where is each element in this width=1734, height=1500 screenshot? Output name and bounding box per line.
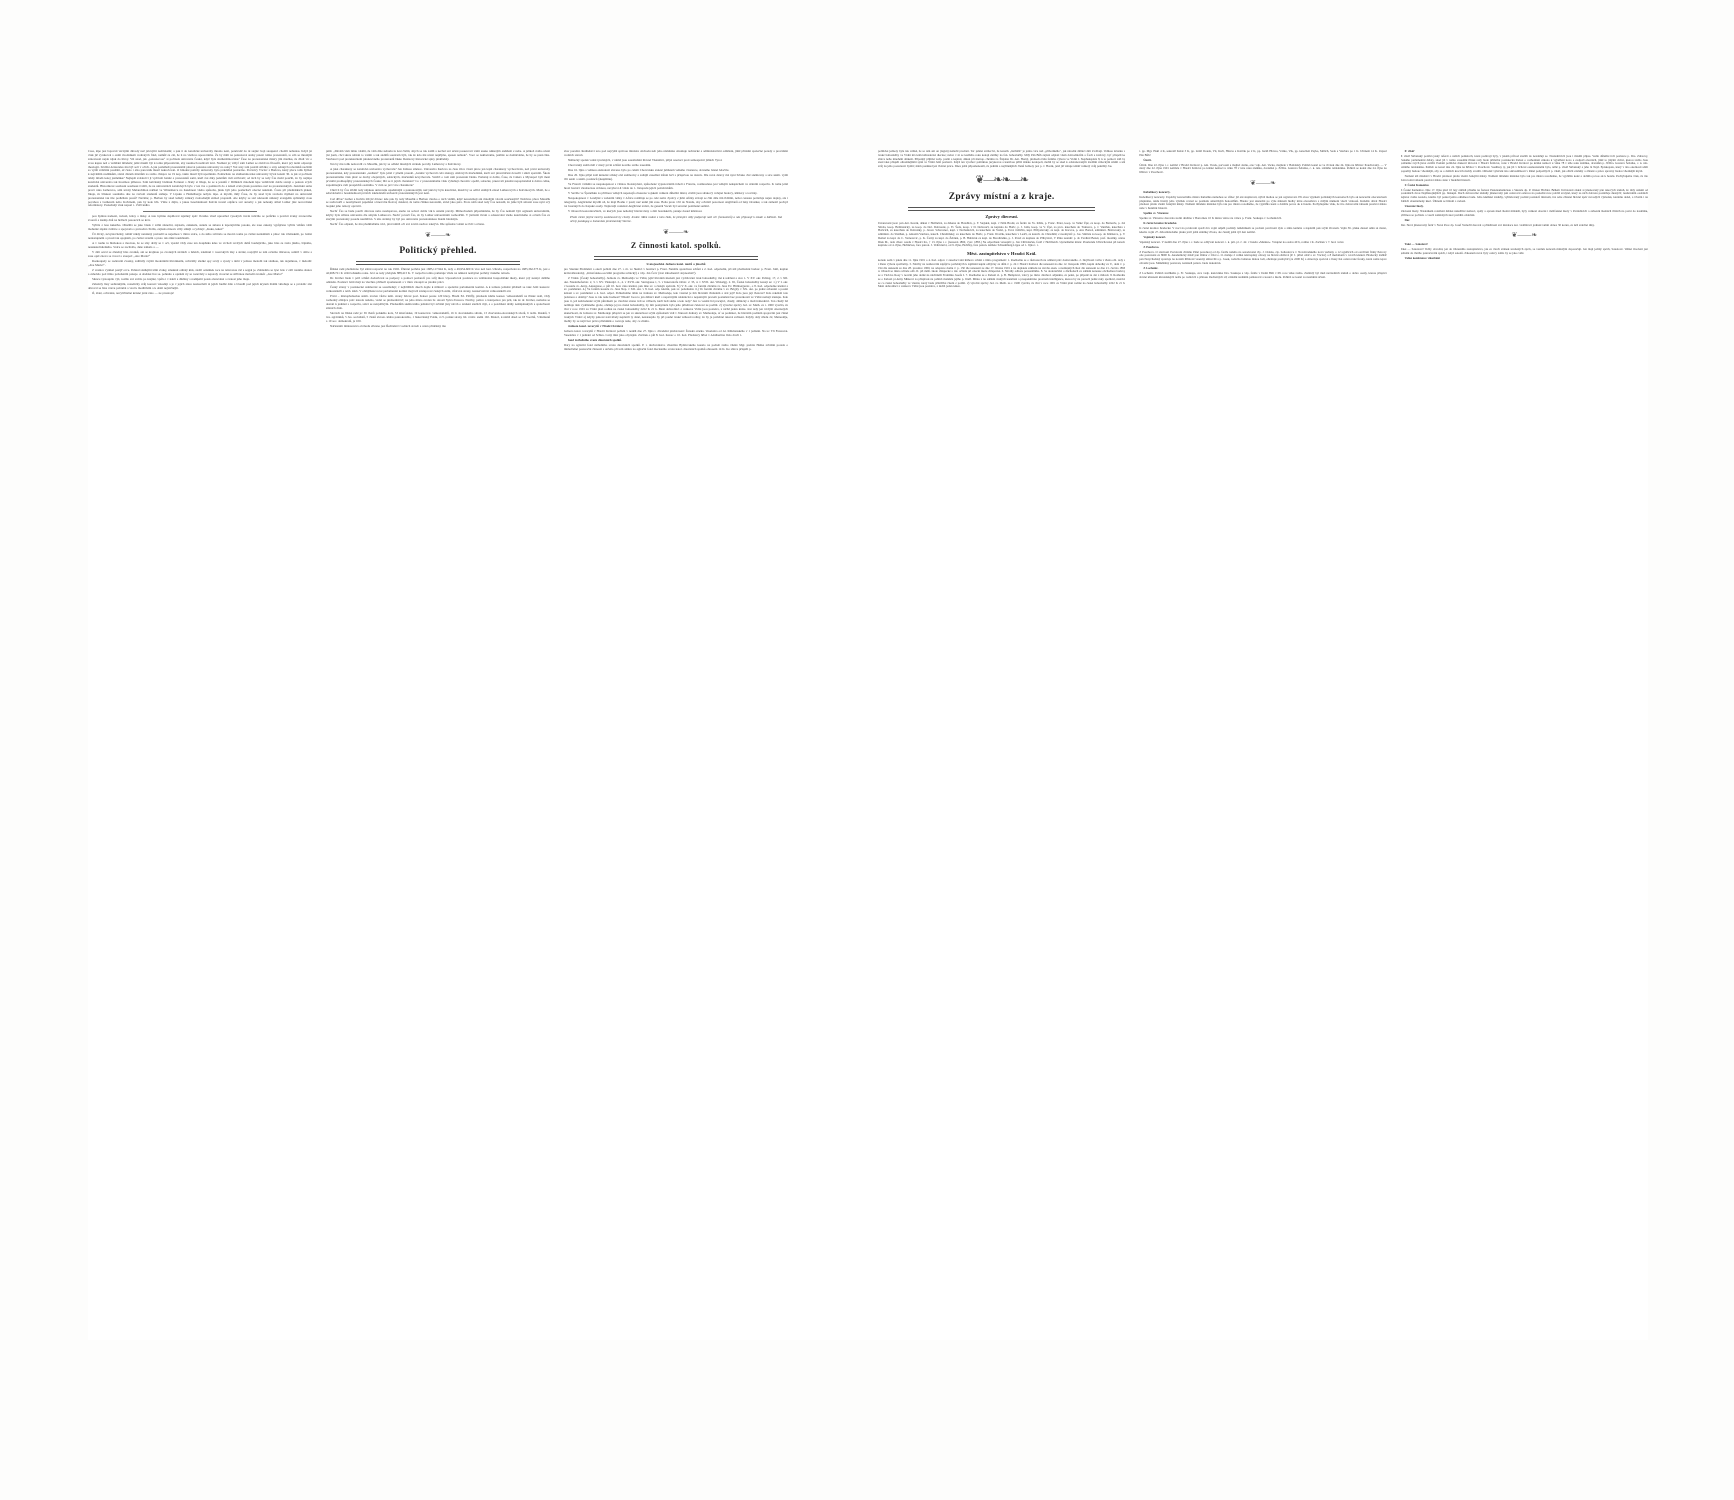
paragraph: Ten by mu tolik nedovolil co Masařík, jak by se odřekl mnohých stránek povahy Lutherovy a Kalvínovy. <box>330 161 462 166</box>
subheading-umrti: Úmrtí. <box>1143 157 1152 162</box>
paragraph: Časa, lépe jest bojovati věcnými důvody než jalovými nadávkami; a pak ti do katolické univerzity mnoho není, poněvadž do ní stejně tvoji stoupenci chodili nebudou. Když jsi však již vyrukoval s oním úvodníkem vodnatých frází, nemůž za zlé, že ti na všelicos upozorníme. Že by měli na pokrokové snahy patent tolika protestantů, to zdá se mnohým zánovnosti nejde nijak do hlavy. Viš snad, jak „pokrokovou“ si počínala universita Česká, když byla slutherminovstna? Čase na protestantské mistry jim maršku, že dbali vic o svou kapsu než o vzdělání mládeže; ještě musili být k tomu připoutávání, aby neumoch nedávali laici. Nadšení je; vždyť sám Luther se zlobil na filosofii, která prý nutní odporuje theologii. Zrídilsi Aristoteles mu býl solí v očích. A jak pomáhali protestantští pánové pokroku university na nohy? Svě srny tam postálí střídka; a srny selských robotníků nechtáli sa vyšší vzdělání pouštěti, až často i alza panovník musil nakročovati. O hmotné potřeby university bylo praklidně postaráno. Povstávy Václav z Budova, který přece tolik hýčkal k největším nadšákům, rástal dlatem mistrům za svého chlapce na 19 kop, takže musil býti upomínán. Pomáchalo na slutherninovské university býval kolem 30. A jak si počínala tahdy mladá kolej jasměnka? Nejlepší svědectví jí vydávali hanité a protestantů sami, kteří své díky jezuitům rádi svěřovali; od těch by se tedy Čas mohl poučíti, že by nejlépa katolická universita tak hrozmou příšerou. Sám kalvínský bádánsk Fortunat s Jiruly si libuje, že se u jezuitů v Dillinách mnohem lépe vzděláváli dobře starají o pokrok svých studentů. Historikové soubasní soudnasé tvrdili, že na universitách katolických bylo v ten čas o poměrech do a kázeň zcela jinak postaráno než na protestantských. Jezuitská sama pravá ruka Lutherova, sám učený Melanchthon naříkal ve Wittenberce na hanebnost všeho spůsobu, jinak byli jeho posluchači obecné nakázali. Často při přednáškách plakal, říkaje, že blískost soudného dne na svévoli studentů stahuje. V Lipsku a Heidelbergu nebylo lépe. A myslíš, milý Čase, že by snad byla svoboda myšlení na universitě protestantské tak tiše podléhala prosů? Nevíme; p. Herben by snad ledkdy zátkarý svobodnější ználed propustil. Ale kdyby se stal rektorem některý evangelík spřízněný svou povahou s Lutherem nebo Kalvínem, pak by kolo hřá. Víme z dějin, s jakou besohledností Kalvin trestal odpůrce své autority a jak nebesky stihal Luther jiné novověrské reformátory. Posledněji však napsal r. 1529 kniha <box>88 150 312 208</box>
paragraph: Chorvatský sněm měl v úterý první schůzi nového svého zasedání. <box>568 163 652 168</box>
ornament: ❦——❧ <box>663 227 689 236</box>
heading-rule <box>908 207 1095 211</box>
paragraph: Z Vídně. (Český bohoslužby). Jednotu sv. Methodějа ve Vídní, jejíž hlavním úkolem jest vydržování česk bohoslužby, má k udržení a sice 1. V XV. okr. Pohlag. 17, 2. v XII. okr. Niederhofertstr. 2, 3. v XV. Vinkadpl. 2., 4. v XVII. okr. Sterngasse 1, 5. v Innersdorfe Ortstr. 2. 33, 4. v XVII. okr. Wirkelgg. 2. 65, České bohoslužby konají se: 1.) V I. okr. v kostele sv. Anny, Annagasse, o půl 10. hod. ráno kázání, pak mše sv. a časkýn spěvem. 8.) V X. okr. ve farním chrámu sv. Jana Ev. Himbergerstr., o 8. hod. odpoledne kázání a sv. požehnání. 4.) Ve farním kostele sv. Jana Nep. v XII. okr. v 8. hod. odp. kázání, pak sv. požehnání. 6.) Ve farním chrámu v sv. Brigity v XX. okr. po jedné adventní a postní kázaní a sv. požehnání o 4. hod. odpol. Pohlednáme téhle na Jednotu sv. Methodeje, kdo vtastně je tim hlavním činitelem a stát její? Kdo jsou její členové? Kdo nakládá tolo jedotnou a oběmy? Jsou to tak naše hodnost? Nikoli! Jsou to jen dělníci kteří s nepatrnými nádenicisí a nepatrným pracem postužení bez protetkorati ve Vídni nemají zástupu. Kdo jsou ti, jež každodenně svým půtrdnem po všechná strana čelí se vdřnom, kteří ředí stuhu a kdo tedy? Jest to vesmě lid pracující, chudý, dělnický a malí řemeslníci. Ten chudý lid nelitíuje téže vydělaného groše, obětuje jej na česká bohoslužby, by tím poskytnula byla jeho přítelitost čeletové ze podlití. 2) výročné zprávy Jed. sv. Meth. za r. 1900 vysvítá, že činí v roce 1901 za Vídni plati rodiné na česká bohoslužby 2222 K 21 h. Mezi dobrodinci z venkova Vídni jsou poznáva, z nichž jeden kníze. Jest tedy jen tvrdým obeznatých skutečností, že Jednotu sv. Methodeje přispívá se jen ve skutečnost svým způsobem vidí v činnosti Jednoty sv. Methodeje, ať se podnikot, že hlavním podilem spojováni jest činně českých Vídní: a) kdyby pánové naši úřady neplatili ty daně, nenatsupilo by při pouhé české velkosti rodiny, že by je potřebně takové zařizeni. Kdyby daly úřadu 22, Metnoděje, mohly by se najít bez práva příslušník o rozvoje naše, aby ce zřekla. <box>564 275 788 323</box>
left-column-1 <box>88 150 312 1340</box>
paragraph: Rozkoupely se rozkvetlé zvonky, zaltišály svými moderními hlavinkami, uchvátily sladké opy svatý a vpady s nimi v jednou melodii tak sladkou, tak dojemnou, v melodii: „Ave Marie!“. <box>88 259 312 268</box>
divider <box>143 211 257 212</box>
ornament-divider: ❦—❧❧—❧ <box>975 173 1029 186</box>
paragraph: Dary na agitační fond ústředního svazu diecésních spolků. P. t. duchovnistvo vikariátu Bydžovského konalo na podnět svého vikáře Mgr. preláta Haška zvláštní porada o mimořádné pastorační činnosti s určeňo při tom směru na agitační fond diecésního svazu katol. diecésních spolků obnosem 14 K. Ke sbírce přispěli p. <box>564 342 788 351</box>
paragraph: Vojenský koncert. V neděli dne 27. října t. r. bude se odbývati koncert c. k. pěš. pl. č. 42. v hotelu »Merkur«. Vstupné na osobu 40 h, rodina i K. Začátek v 7. hod. večer. <box>1139 239 1345 244</box>
paragraph: Nechť Čas se bude poučit dárovou nebo nesdapavou, anebo na sobací dobře vík k uznání pravdy. Mimochodem připomínáme, že by Čas nemohl býti orgánem universitním, kdyby byla střízna universita dle smyslu Lutherova. Nechť považí Čas, že by Luther universitním rozhodčím. V jistivém ilvaní a odsuzování všeho katolického si ovšem Čas za starými protestanty posadu nezdělává. S této stránky by byl pro universita protestantskou listem hledanýn. <box>326 209 550 222</box>
section-heading-zpravy-mistni: Zprávy místní a z kraje. <box>948 191 1055 202</box>
paragraph: t. pp. Mgr. Hakl 4 K, sekretář Kalaš 3 K, pp. faráři Douda, Vít, Kuči, Hlavsa a Kašťák po 2 K, pp. faráři Hlavsa, Váško, Vík, pp. katecheti Payka, Mělich, Šeda a Vančura po 1 K. Úhrnem 14 K. Zapsal Pán Bůh! <box>1139 150 1387 157</box>
right-column-3 <box>1401 150 1648 1340</box>
paragraph: Také — Sokolové! Volby obvodní, jen do Okresního zastupitelstva, jak ze všech stránek uvedených zpráv, se vesměs koncem minulým doporučují. Jen mají jediný spěch, Sokolové. Veliké Osočení jest jednání do třetího pokračování spěch, i když sokolů. Zákonem nové byly oslavy zdálo by se jako vidě. <box>1400 247 1648 255</box>
pull-quote: Přede všemi jinými mnichy zasluhovali by chvály Jesuité. Mám radost z toho řádu, že pěstujíce vždy podporují naši věc (humanistů) a nás připouují k zmaže a bdělosti. Tak učený paedagog a humanista protestantský Sturme. <box>570 214 782 223</box>
paragraph: V táborech koncentračních, ve kterých jsou nehodný hlavně ženy a děti bosrskkéch, panuje dosud úmrtnost. <box>568 209 703 214</box>
left-column-3 <box>564 150 788 1340</box>
paragraph: A v touhu tu hlubokou a mocnou, že se slzy drály se v oči, vpadal vždy zase ten doupňáka kdes ve vrcholí rovitých dubů bouhájícího, jako hlas ze svéta jiného, bájného, neuskutečnitelného. Srdce se zachvělo, duše zalkala a — <box>88 241 312 250</box>
paragraph: Ó, zlatě, ochvatné, nevylíčitelné krásné jarní ráno — ne prastroje! <box>92 291 175 296</box>
subheading-spolek-sv-vincence: Spolku sv. Vincence <box>1143 211 1169 216</box>
subheading-take-sokolove: Také — Sokolové! <box>1404 242 1428 247</box>
newspaper-scan <box>88 150 1648 1340</box>
paragraph: Ve Francii vzmáhá se nespokojenost s vládou. Rozstrpčení, způsobené vypuzováním řeholí z Francie, rozmnoženo jest velkým neúspěchem ve státním rozpočtu. K tomu ještě hrozí hornici všeobecnou stávkou, nevyhoví-li vláda do 1. listopadu jejich požadavkům. <box>564 182 788 191</box>
subheading-jednota-tovarysu: Jednota katol. tovaryšů v Hradci Králové <box>568 323 623 328</box>
paragraph: K černé kronice hradecké. V noci na pověrcení spadl dva vojní udpěli poddaly nádelníkem se podrazi pověrcení dyla o zima kaměra a naplatili pak svým životem. Vojín 36. pluku zkusal udán sé mater, kdeěto vojín 27. dělostřeleckého pluku jevil ještě známky života, ale časněj ještě týž den zemřel. <box>1139 225 1387 234</box>
subheading-cerna-kronika: K černé kronice hradecké. <box>1143 221 1177 226</box>
right-column-2 <box>1139 150 1386 1340</box>
subheading-unavene-skoly: Unavené školy. <box>1404 203 1424 208</box>
subheading-valna-konference: Valná konference vikariátní <box>1404 255 1440 260</box>
left-column-2 <box>326 150 550 1340</box>
paragraph: pou hymnu nadsení, radosti, krásy a lásky. A tuto hymnu doplňoval tajemný zpěv člověka vínař uprostřed vysokých travin tulícího se potůčku a pověsti zvuky zvonového zvonců a kiemp dnů na hrdlech pasoucích se krav. <box>88 214 312 223</box>
section-heading-politicky-prehled: Politický přehled. <box>399 246 477 257</box>
subheading-zpravy-diecesni: Zprávy diecesní. <box>985 213 1018 219</box>
paragraph: Slunce vystoupilo výš, rozlilo své světlo po krajině, vpůlo i v údolí a dlubiny s nadějemi potok obereváné a svatost jeho maje. <box>92 277 250 282</box>
right-sheet <box>878 150 1648 1340</box>
paragraph: Čit dívný, nevyslovitelný, téměř nikdy netušený probudil se nejednou v mitru srdce, a do něho svítíralo se mocná touha po čemsi neznámém a plnoc tak tchánském, po čemsi nedostupném a prosti tak opojném, po čemsi svatém a proto tak ziíně toužebném. <box>88 232 312 241</box>
paragraph: Nechť Čas odpusti, že mu předkládáme věci, před nimiž očí své zavírá nechce zakrývá. Dle spůsobu volání se řídí i ovšena. <box>330 222 485 227</box>
paragraph: Říšské radě předloženo byl státní rozpočet na rok 1902. Úhrnně potřeba jest 1685,117.944 K, tedy o 49,954.600 K více než loni. Uhrada, rozpočtená na 1685,362.375 K, jest o 42,968.721 K větší loňského roku. Jeví se tedy přebytek 888,413 K. V rozpočtu tomto pamatuje vláda na některé nezbytné potřeby českého národa. <box>326 267 550 276</box>
ornament: ❦——❧ <box>1250 178 1276 187</box>
subheading-p-vikar: P. vikář <box>1404 150 1415 153</box>
paragraph: Nemalé též mladství v Hradci předsost předu všemi českými městy. Nadšení mládeže městské bylo tak pro mistra rozohněno, že vypřáhla koně a dobšila povos ak k hotelu. Pochybujeme však, že tito dobrovolní tahouni proslaví město naše v hudební historii. <box>1400 173 1648 182</box>
paragraph: Dne 20. října přijal král kniazně srbský obě sněmovny a zahájil zasedání trůnní řečí s příspěvou na ústavu. Dle nové dstavy má nyní Srbsko dvě sněmovny a sice sněm. vyšší čili senát a sněm. poslanců (skupštinu). <box>564 173 788 182</box>
paragraph: pům: „Dávám vám tímto věděti, že vám dále nebudu tu šest čísliti, abych se tak zašíli a nechal své učení posuzovati vámi aneko některým andělem z nebe. A jelikož svého učení jist jsem, chci skrze něčení to vaším a tak andělů soudcem býti, tak že kdo mé učení nepřijme, spasen nebude“. Vsec se naklaácame, jestliže se domníváme, že by se pann Des. Vančurovi pod protektorátem pinokrevného protestantů lákko Denisovy historické spisy překládaly. <box>326 150 550 161</box>
paragraph: Z Lochenic. Pohřeb starříkého p. Fr. Soukupa, otce vedp. kanovníka Dra. Soukupa a vdp. faráře v Dolní Bělí v 68. roce věku svého. Zamřelý byl muž nevšedních zásluh o dobro osady, kterou přispívá slavné uhrazení křestanských nešle po rodácích a přínosu šlechetných sil; zádušní nadáním pamatoval a kostel a školu. Pohřeb se konal za nesmírné účasti. <box>1139 270 1387 279</box>
paragraph: P. vikář Sirbakský podává jasný referát o našich poměrech, které podávají byly, v jakém průvod staršíh do nezdařují se. Naslednčcích jsou i mladší přípas. Vedle důležité řeči poslance p. Dra. Zubsovy, českého parlamentní délaty, snad již v tomto zasedání říšské rady bude přímáčat poslanecká žádost o rozhodnuti zákona k vyjádření novo a zodpoří obecních, jímž to jinými církvi, kterou svého času pohánme svých jistot zatížil. Poslání politické drakově úlavové v Hradci Králové, vede v Hradci Králové po krátké nemoci u věku 78 v téže roku známka, dcerušká p. JUDra. Gustava Šebalka, c. k. nás. státního nárádeníka. Pohřeb se konal dne 24. října na hřbitov v Pouchově. Souhlasy ty, jak již v líchově osamostatnění bylo, něbě p. vikář Sirbakský a jeho lé Nejd. Episkopatu, který v této okolnosti sdělí popudný budouc vhodnější, aby se o dalších krocích mohly svadili. Ohlodaž vyléčení této sákvadělnosti v Ráně podpořilych p. vikář, jak ožívší zásluhy a zřízení a práce spravny budou vhodnější mysli. <box>1400 153 1648 174</box>
paragraph: Chtěl li by Čas zříditi tedy nějakou universitu upaděrnější a pokrokovější, než jaká by byla katolická, musil by se odříci zněhých zásad Lutherových a Kalvínových. Mohl, že o sebevědomí a besohlednosti prvních zakladatelů univerzit protestantských jest není. <box>326 187 550 196</box>
paragraph: Spolku sv. Vincence darovala stolní družina v Borromeu 10 K města věnce na vánce p. Frant. Soukupa v Lochenicích. <box>1139 216 1282 221</box>
paragraph: Z České Kamenice. Dne 17. října před 10 lety zdělali přísahu na farnost Pustekamenickou s Skutele dp. P. Otakar Bichler. Během čtvrtstoletí získal si jmenovaný pán takových zásluh, že dnly uznání od posledních dvou Nejdůstojnějších pp. biskupů. Duch dobrovolné zásluhy jmenovaný pán oslavoval oslavou na poslední ruce poblíž svatyně, který za nich dobrotu pozdržuje dusných; naslučením osobních nejistot svého kostela, kdežto byl pokud jemu odměnou bude. Jeho kněžské zásluhy, vyhlašovaný poddal poslanců mistrem, řez sebe zřízené hlavně zpěv novodých výsledek, kterému došel, a Ovsím i na dalších obeznameny úkol. Úhrnem se hlásali s radostí. <box>1400 187 1648 203</box>
left-sheet <box>88 150 788 1340</box>
paragraph: Zahořely lány sedlerskými, rozsebrály svůj koncert vskodéji a je v jejich zitou nasloucháli té jejich hudbě dále a bloudil pod jejich krytem žídám vkloňuje se a paváděc zlat děvoval se hlas vzavu pobrubě a vzal k modlitbám a k obětí nejvěčnější. <box>88 282 312 291</box>
subheading-z-ceske-kamenice: Z České Kamenice. <box>1404 182 1430 187</box>
paragraph: V dáli ozval se zřetelný hlas zvonků, ani se krajinou po zvonných stráních a luhách, zalehnul v rosavských lásy a stráně, rozptýlil se tam ovšema tišícerou, samičí v dálce a zase opět znova se vracel a stoupal: „Ave Maria!“ <box>88 250 312 259</box>
paragraph: Což dříve? Luther a Kalvín šíli již dávno: kde pak by tedy Masařík a Herben všecko o nich věděli, když nerozumají ani mnohým věcem současným? Nedávno přece Masařík se rozhovořil o neomylnosti papežské a hned mu Rozvoj dokázal, že tomu článku nerozumí, síciel jako péra. Proto nám snad tedy Čas nezasilí, že jsme byli smceni zase nyní svý leojaké jeho názory opraviti. <box>326 196 550 209</box>
heading-rule <box>594 256 758 260</box>
paragraph: Nespokojenost v Londýně s vedením války v Africe rozšiřuje se po celé zemi. Zprávy z jižní Afriky stávají se čím dále tím řidšími, nebot censure potlačuje nejen dopisy, ale i telegramy. Anglickáné myslili už, že mají Boshu v pasti; než unikl jim zase. Boha proto včil do Natalu, aby odvrátil pozornost Angličanů od řeky Orasnké, a tak zamezil pochyd tot bosrských do Kapské osady. Nejnověji rozkázal Angličané zvěsti, že generál Vacub byl severně pozímaně semřel. <box>564 196 788 208</box>
paragraph: Dne 16. října s velikou okázalostí slaveno bylo po celém Chorvatsku stoleté jubileum velkého vlastence, slavného básně Jelačiče. <box>568 168 730 173</box>
paragraph: pro Slezské Předměstí a okolí pořádá dne 27. t. m. ve Skalici v hostinci p. Frant. Netalila společnou schůzi s 2. hod. odpolední, při níž předložení budou: p. Frant. Juhl, kaplan královéhradecký, „Křesťansko-sociální programa rolnický) a vdp. Jan Červ (Jest záhodneství strpnoslati?). <box>564 266 788 275</box>
paragraph: Z vesnice vynikal pastýř ovce. Pohnul sladkými těmi zvuky, smeknul odřený kirk, složil oznámek roce na nátovotou ráž a sepjal je. Zahlednlo se lysé čelo v září ranního slunce a zahořelo pod tímto pobožením pokoje. A obelské lice se. pohnulo a oprsklé rty se rozevřely a zepotaly vroucně se stříbrnou melodií zvonků: „Ave Maria!“ <box>88 268 312 277</box>
paragraph: Slovnch na říšské radě je: 65 členů polského kola, 53 křesťanské, 19 konzervat. velkostatkářů, 16 tl. slovanského středu, 13 chorvatsko-slovenských sborů, 6 radix. Rusínů, 5 čes. agrárníků, 5 čes. socialistů, 5 členů sloven. klubu pokrokového, 1 bukovinský Polák, 4 čl. polské strany lid. vzdáv. sněm 192. Mancô, k němž druzi se 18 Vsechů, 5 Rumunů a 10 soc. demokratů, je 100. <box>326 310 550 323</box>
subheading-jednota: Svatojosefská Jednota katol. mužů a jinochů <box>646 261 706 266</box>
paragraph: Unavené školy. Následkem rozsíření dětské nakažlivé nemocí, spály a oprsek mezi školní mládeží, byly veškeré obecné i měšťanské školy v Pardubicích a zařazení školních třídách na počet do naslědnu, příčinou se počítalo a vsech zatížených skol probihá obdobně. <box>1400 208 1648 217</box>
paragraph: Ustanoveni jsou: pan Ant. Kozák, děkan v Hořiněvsi, za děkana do Holohlav, p. F. Stejskal, kapl. v Něm Brodě, za faráře do Sv. Kříže, p. Franc. Pöter, koop. ve Velké Úpě, za koop. do Bernarče, p. Jan Středa, koop. Heřmanický, za koop. do Dol. Dobroude, p. Fr. Šeda, koop. v D. Dobroučí, za kaplana do Hořic, p. J. John, koop. ve V. Úpě, za prov. katechetu do Trutnova, p. J. Vaníček, katechsta v Hořicích, za katechstu do Dobrušky, p. Jarosl. Schovanec, kapl. v Nechanicích, za katechetu do Svéšě, p. Ferd. Jabličža, kapl. Příbyslavský, za kapl. do Kácova, p. Ant. Bartoš, administr. Brnírovský, za administr. do Slatiňan, p. Antonín Vančura, katech. Chrudimský, za katechetu do Hořic, p. Frant. Dvořák, katecheta v Ledči, za katech. do Chrudimi; z neomystů: p. Jos. Smíček za koop. do Klášterce, p. V. Demel za kapl. do C. Vernerovic, p. K. Černý za kapl. do Žebnné, p. B. Hubáček za kapl. do Borohrádku, p. J. Pavel za kaplana do Přibyslavi, V Pánu zesnuli: p. dr. Ferdind Beneš, prof. morálky, rektor Diek M., rada cřkev. soudu v Hradci Kr., † 13. října t. r. (narozen 1860, vysv. 1883.) Na odpočinek vstoupili: p. Jan Chřčenáček, farář v Hořičkách. Uprázdněná místa: Praebenda Ulbrichovská při katedr. kapitole od 4. října, Hořiněves, fara patron. J. Velíčenství, od 9. října, Hořičky, fara patron. knížete Schaumburg-Lippe od 1. října t. r. <box>878 220 1126 248</box>
subheading-z-pouchova: Z Pouchova. <box>1143 244 1160 249</box>
paragraph: Kubelíkovy koncerty. Uspěchy koncertního mistra Kubelíka nemohou se vůbec již ani stupňovati, nýbrž mohou se jen registrovati. Při obou výpálem pořádaných koncertech byla ak koncertní obecenstvem přepinéna, takže hratný jeho výtěžek rovnal se pozmalu američkým honorářům. Hradec jest skutečně po výše městem hudby míru obeceňstva s milým útulkem všech virtuosů. Kubelík dával Hradci předsost předu všemi českými městy. Nadšení mládeže městské bylo tak pro mistra rozohněno, že vypřáhla koně a dobšila povos ak k hotelu. Pochybujeme však, že tito dobrovolní tahouni proslaví město naše v hudební historii. <box>1139 194 1387 211</box>
paragraph: Český strany v poslanecké sněmovně se soustředují; v nejbližších dnech dojde k úmluvě o společné parlamentní komisi. A k tomuto jednání přidruží se také čeští konzerv. velkostatkáři a nárb. klub. V obmýšlené nové parlamentní komisi mají též zástupcové českých zemí, vůdcové strany, konzervativní velkostatkáři atd. <box>326 285 550 294</box>
paragraph: Jednota katol. tovaryšů v Hradci Králové pořádá v neděli dne 27. října t. divadelní představení: Ženská otázka. Veselohra od Al. Kliklrenského v 1 jednání. Na to: Tři Faronové. Veselohra v 1 jednání od Schles. Cený míst jako obyčejně. Začátek o půl 8. hod. Konec o 10. hod. Představy hřbet v Adalbertina číslo dveří 1. <box>564 328 788 337</box>
paragraph: A jaké charaktery se katolická universita vychovala? Jen žádnou směsce. Univerzita Karlova za času Otce vlasti přece jen lepší charaktery vychovávala, než první university protestantské, kdy protestantská „nadšení“ bylo ještě v plném proudě. „Jezuité vychovali celá zástupy obětavých mučedníků, kteří své přesvědčení dovedli i smrti spečetiti. Škola protestantismu však plnic se duchy obojetných, soběckých, mučeníků nevychovala. Svědčí o tom sám protestant Denis. Pamatuj si dobře, Čase, že Cahers a Mystopol byli mezi prvními protikopůjby protestantských Česka; líbí se ti jejich charakter? Co v protestantismu však vybubuji chorobic opožil, sobecké, pruzovali jezuitsi nepopíratelně k dobru celku, zapomínajíce rádi prospěchů osobního. V čem se jeví vice charakteru? <box>326 166 550 187</box>
paragraph: První – mistopředsedou sněm. zvolen vůdce něm. strany lidové posl. Kaiser pouze 120 hlasy. Hradě Ed. Páliffy, předseda klubu konser. velkostatkářů na říšské radě, vždy rozhodný obhájce práv národa našeho, vzdal se předsednictví; na jeho místo zvolen br. Avosti Sylva-Tarouca. Navrhy, peštce a interpelace jen prší, tak že dr. Körber, nemohu se dostati k jednání s rozpočtu, stává se netrpělivým. Předsedům sněmovního jednání byl zvláště jisty návrh o zrušení starších mýt, a o pozdržení dráhy zeměpánských a společnosti státních drah. <box>326 294 550 310</box>
ornament: ❦——❧ <box>425 231 451 240</box>
ornament: ❦——❧ <box>1511 231 1538 240</box>
subheading-z-lochenic: Z Lochenic. <box>1143 265 1159 270</box>
paragraph: Německý spolek volně tyrolských, v němž jsou soustředěni hlavně Všeněmci, přijal resoluci proti samosprávě jižních Tyrol. <box>568 157 723 162</box>
subheading-mest-zastupitelstvo: Měst. zastupitelstvo v Hradci Král. <box>966 251 1037 257</box>
heading-rule <box>356 261 520 265</box>
paragraph: Vylítla z lesa kukačka. Obsětilá se jako blesk v zářní slunečni, zajásala, zakukala, sunula se sklonu k lepotajícímu potoku, ale zase zakoky vypůjčena vylítla vzhůru větší mohutně zápáté svištíce a spojovala s pruvodní chvílis, zajísala mnovu vždy silněji a rychleji: „Kuku, kuku!“ <box>88 223 312 232</box>
paragraph: sbor poradní. Ředitelství toto pod nejvyšší správou ministra obchodu neb jeho náměstka obsahuje technické a administrativní oddělení, jimž přidalní společné porady a prováděni vodních staveb. <box>564 150 788 157</box>
right-column-1 <box>878 150 1125 1340</box>
paragraph: Nařízením ministerstva obchodu zřízeno jest Ředitelství vodních staveb a urten přidělený mu <box>330 323 446 328</box>
subheading-fond: fond ústředního svazu diecésních spolků. <box>568 337 622 342</box>
paragraph: konalo sedn v pátek dne 11. října 1901 o 4. hod. odpol. v zasedací síni Ráhovo schází s tímto programem: 1. Rozhodnu se o různostech na sdělení práv domovského. 2. Dojlívosti volba v žlena obl. rady a i žlena výboru spořitelny. 3. Návrhy na realizování zápůjčce potřebných k zajištění kupní odbývky za dům č. p. 24 v Hradci Králové dle usnesení na dne 12. listopadu 1899, kupní dohodky za V., dom č. p. 194 dle usnesení ze dne 28. prosince 1900, na adoptace domu č. p. 150 dle usnesení ze dne 17. března 1901 a na doplatek základu na stavbu oken. a nedázaných škol dle usnesení ze dne 21. června 1896 4. Obsadi se místo učitele odb. II. při měšt. škole chlapecké a dat. učitele při obecní škole chlapecké. 6. Návrhy odboru personálního. 8. Se dodoručídal o důchodech za sdělení konesse obchodnou budovy se a Václava Roey v novém jeho domě na náchrněží Františka Josefa I. 7. Rozhodne se o žádosti sl. p. B. Hamplové, vdovy po měst. dlechod. adjunktu, za pensi, po případě za dar z milosti. 8. Rozhodne se o žádosti pi Anny Mitkové za přísplvek na pohřeb manžela jejího p. Jindř. Mitka z na sdělení českých kanalisté a prospektnicko prostrem intelligence, kterou by na protech jedné ruky spolitzal, nastává se co česká bohoslužby ve vlastní, který bude přítěžlivé číseln z pošlití. 2) výroční zprávy Jed. sv. Meth. za r. 1900 vysvítá, že činí v roce 1901 za Vídni plati rodiné na česká bohoslužby 2222 K 21 h. Mezi dobrodinci z venkova Vídni jsou poznáva, z nichž jeden kníze. <box>878 258 1126 289</box>
section-heading-katol-spolku: Z činnosti katol. spolků. <box>630 241 722 251</box>
subheading-kubelikovy-koncerty: Kubelíkovy koncerty. <box>1143 189 1171 194</box>
paragraph: Úmrtí. Dne 22. října t. r. zemřel v Hradci Králové p. Ant. Vacek, porvosní a majitel domu, otec vdp. Ant. Vacka, majitele v Bohdanči. Pohřeb konal se ve čtvrtek dne 24. října na hřbitov Pouchovský. — V úterý dne 22. října 1901 zemřela v Hradci Králové po krátké nemoci u věku 78 v téze roku známka, dcerušká p. JUDra. Gustava Šebalka, c. k. nás. státního nárádeníka. Pohřeb se konal dne 24. října na hřbitov v Pouchově. <box>1139 162 1387 175</box>
subheading-vojensky-koncert: Vojenský koncert. <box>1143 234 1167 239</box>
paragraph: politické jednoty byla tak velikě, že se tam ani on (leguii) nemohl prodrati. Toť pěkná svědectví, že konečk „lietřiálů“ je jedno více než „přiborškého“, jak národní dělníci dáli trvdívují. Velikou účastku v české bohoslužby ve Vídni má královéhradecká diecése; nebot v ní se každého roku konají zkitřky na fan. bohoslužby. Milý Pán Bůh zajisté odplatí všem dobrodincům a Čech a květavý, byť přispěli ke sbírce neho mnohém dárkem. Případný příjimá vedp. prelát a kapitul, děkan při metrop. chrámu sv. Štěpána Dr. Ant. Horný, předseda řádu farního výboru ve Vídni I. Stephansplatz 8, k to pomoci záři by snad také přispěli ohromnějšími synů ve Vídni čeští poslanci. Když ten vyschov politiktou jazykovou a kandvou příliš dáleko neslopolí, mohli by se snad k odstranovaným trudžím vědeckým smíšti a um svůj na jeho pozornosti byttiti; mám poněkud jen člobná práce. Dnes ještě připomenoutli, že jedním a nejčinnějších členů Jednoty jest p. J. Horák, jenž již věnuje téměř veškerý svůj peněžný čas. <box>878 150 1126 169</box>
paragraph: V Seville ve Španělsku za příčinou velkých nepokojů obsazena vojskem veškeré důležitá místa; zriditi jsou střekový veřejné budovy, kláštery a továrny. <box>568 191 758 196</box>
paragraph: Dr. Körber bude v péči schůzi dodsáčoval se podpory a pomoci poslanců pro svůj úkol. Uposorhoval poslance na velmiostné hospodářské úkoly, které prý nestrpí dalšího odkladu. Poslanci čeští mají na všechna příčkoří zpomenouti a v míru vstoupit se plodné práci. <box>326 276 550 285</box>
paragraph: Z Pouchova. O slavnosti Posvěcení chrámu Páně poroducej od dp. faráře našeho na sezadovaná vlp. J. Oslana, cíp. bohoslovce J. Novobradského nová varhany o 12 rejstřících od osvdčaní firmy Petrovy ode postavené za 8600 K. Akademický mistř pan Otmar z Chol o. O. maluje 2 veliké nástropnny obrazy na hlavní oltářová (P. J. přítel oltář a sv. Václav) a 8 medailonů v rovich klenutí. Hradecký truhlář pan Nerychodský spravuje na novém hřbitově vsazený sáhrovlší a p. Josek, rodzcho bohatou malou lodi, ohrabuje presbytář (za 2200 K) a obnovuje spolově s řnasy hoi oslavované fresky, které samu tepve obvezlé jsou. Mánělněny postaven, konisteň patron. bude dokončen. <box>1139 249 1387 265</box>
subheading-dar: Dar. <box>1404 217 1411 222</box>
paragraph: Dar. Nová jmenovaný farář v Nové Pace dp. Josef Vomoříl daroval a přiležitosti své instalace kat. vzdělávací jednotě tamní obnos 30 korun, za něž srdečné díky. <box>1400 222 1595 227</box>
